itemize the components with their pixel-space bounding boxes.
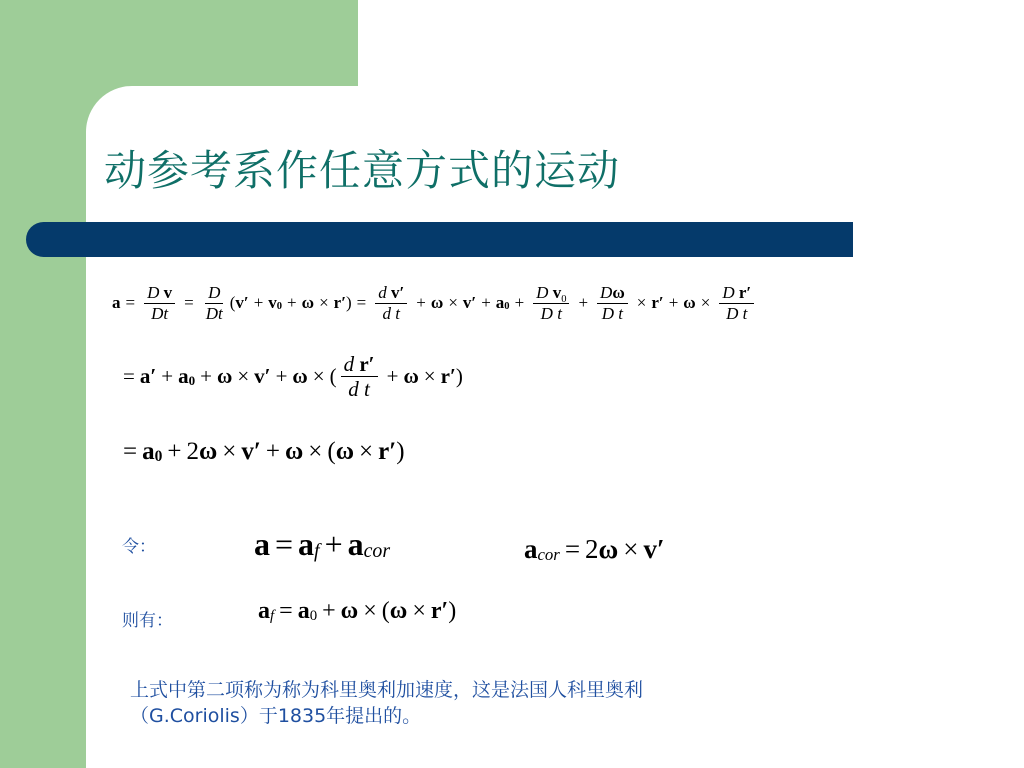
equation-transport: a f = a 0 + ω × ( ω × r′ ) — [258, 598, 457, 625]
equation-line-1: a = $\frac{\text{D v}}{Dt}$ = $\frac{D}{Dt}$ ( v′ + v 0 + ω × r′ ) = $\frac{\text{d v′}}{\text{d t}}$ + ω × v′ + a 0 + $\frac{D v_0}{\text{D t}}$ + $\frac{D\omega}{\text{D t}}$ × r′ + ω × $\frac{\text{D r′}}{\text{D t}}$ — [112, 283, 758, 323]
coriolis-note — [130, 678, 870, 729]
title-underline-bar — [26, 222, 853, 257]
equation-line-3: = a 0 + 2 ω × v′ + ω × ( ω × r′ ) — [123, 438, 405, 466]
equation-coriolis: a cor = 2 ω × v′ — [524, 534, 665, 565]
eq1-frac-dv-dt: $\frac{\text{d v′}}{\text{d t}}$ — [375, 283, 407, 323]
note-line-2: （G.Coriolis）于1835年提出的。 — [130, 704, 422, 727]
equation-line-2: = a′ + a 0 + ω × v′ + ω × ( $\frac{\text{d r′}}{\text{d t}}$ + ω × r′ ) — [123, 352, 463, 402]
eq1-a: a — [112, 293, 121, 313]
eq2-frac-dr-dt: $\frac{\text{d r′}}{\text{d t}}$ — [341, 352, 378, 401]
eq1-frac-Dr-Dt: $\frac{\text{D r′}}{\text{D t}}$ — [719, 283, 754, 323]
eq1-frac-Dv0-Dt: $\frac{D v_0}{\text{D t}}$ — [533, 283, 569, 323]
eq1-frac-Domega-Dt: $\frac{D\omega}{\text{D t}}$ — [597, 283, 628, 323]
note-line-1: 上式中第二项称为称为科里奥利加速度，这是法国人科里奥利 — [130, 679, 644, 701]
eq1-frac-Dv-Dt: $\frac{\text{D v}}{Dt}$ — [144, 283, 175, 323]
equation-decomposition: a = a f + a cor — [254, 526, 391, 562]
label-zeyou: 则有： — [122, 611, 173, 631]
label-ling: 令： — [122, 537, 156, 557]
eq1-frac-D-Dt: $\frac{D}{Dt}$ — [205, 283, 223, 323]
slide-title: 动参考系作任意方式的运动 — [104, 146, 621, 195]
